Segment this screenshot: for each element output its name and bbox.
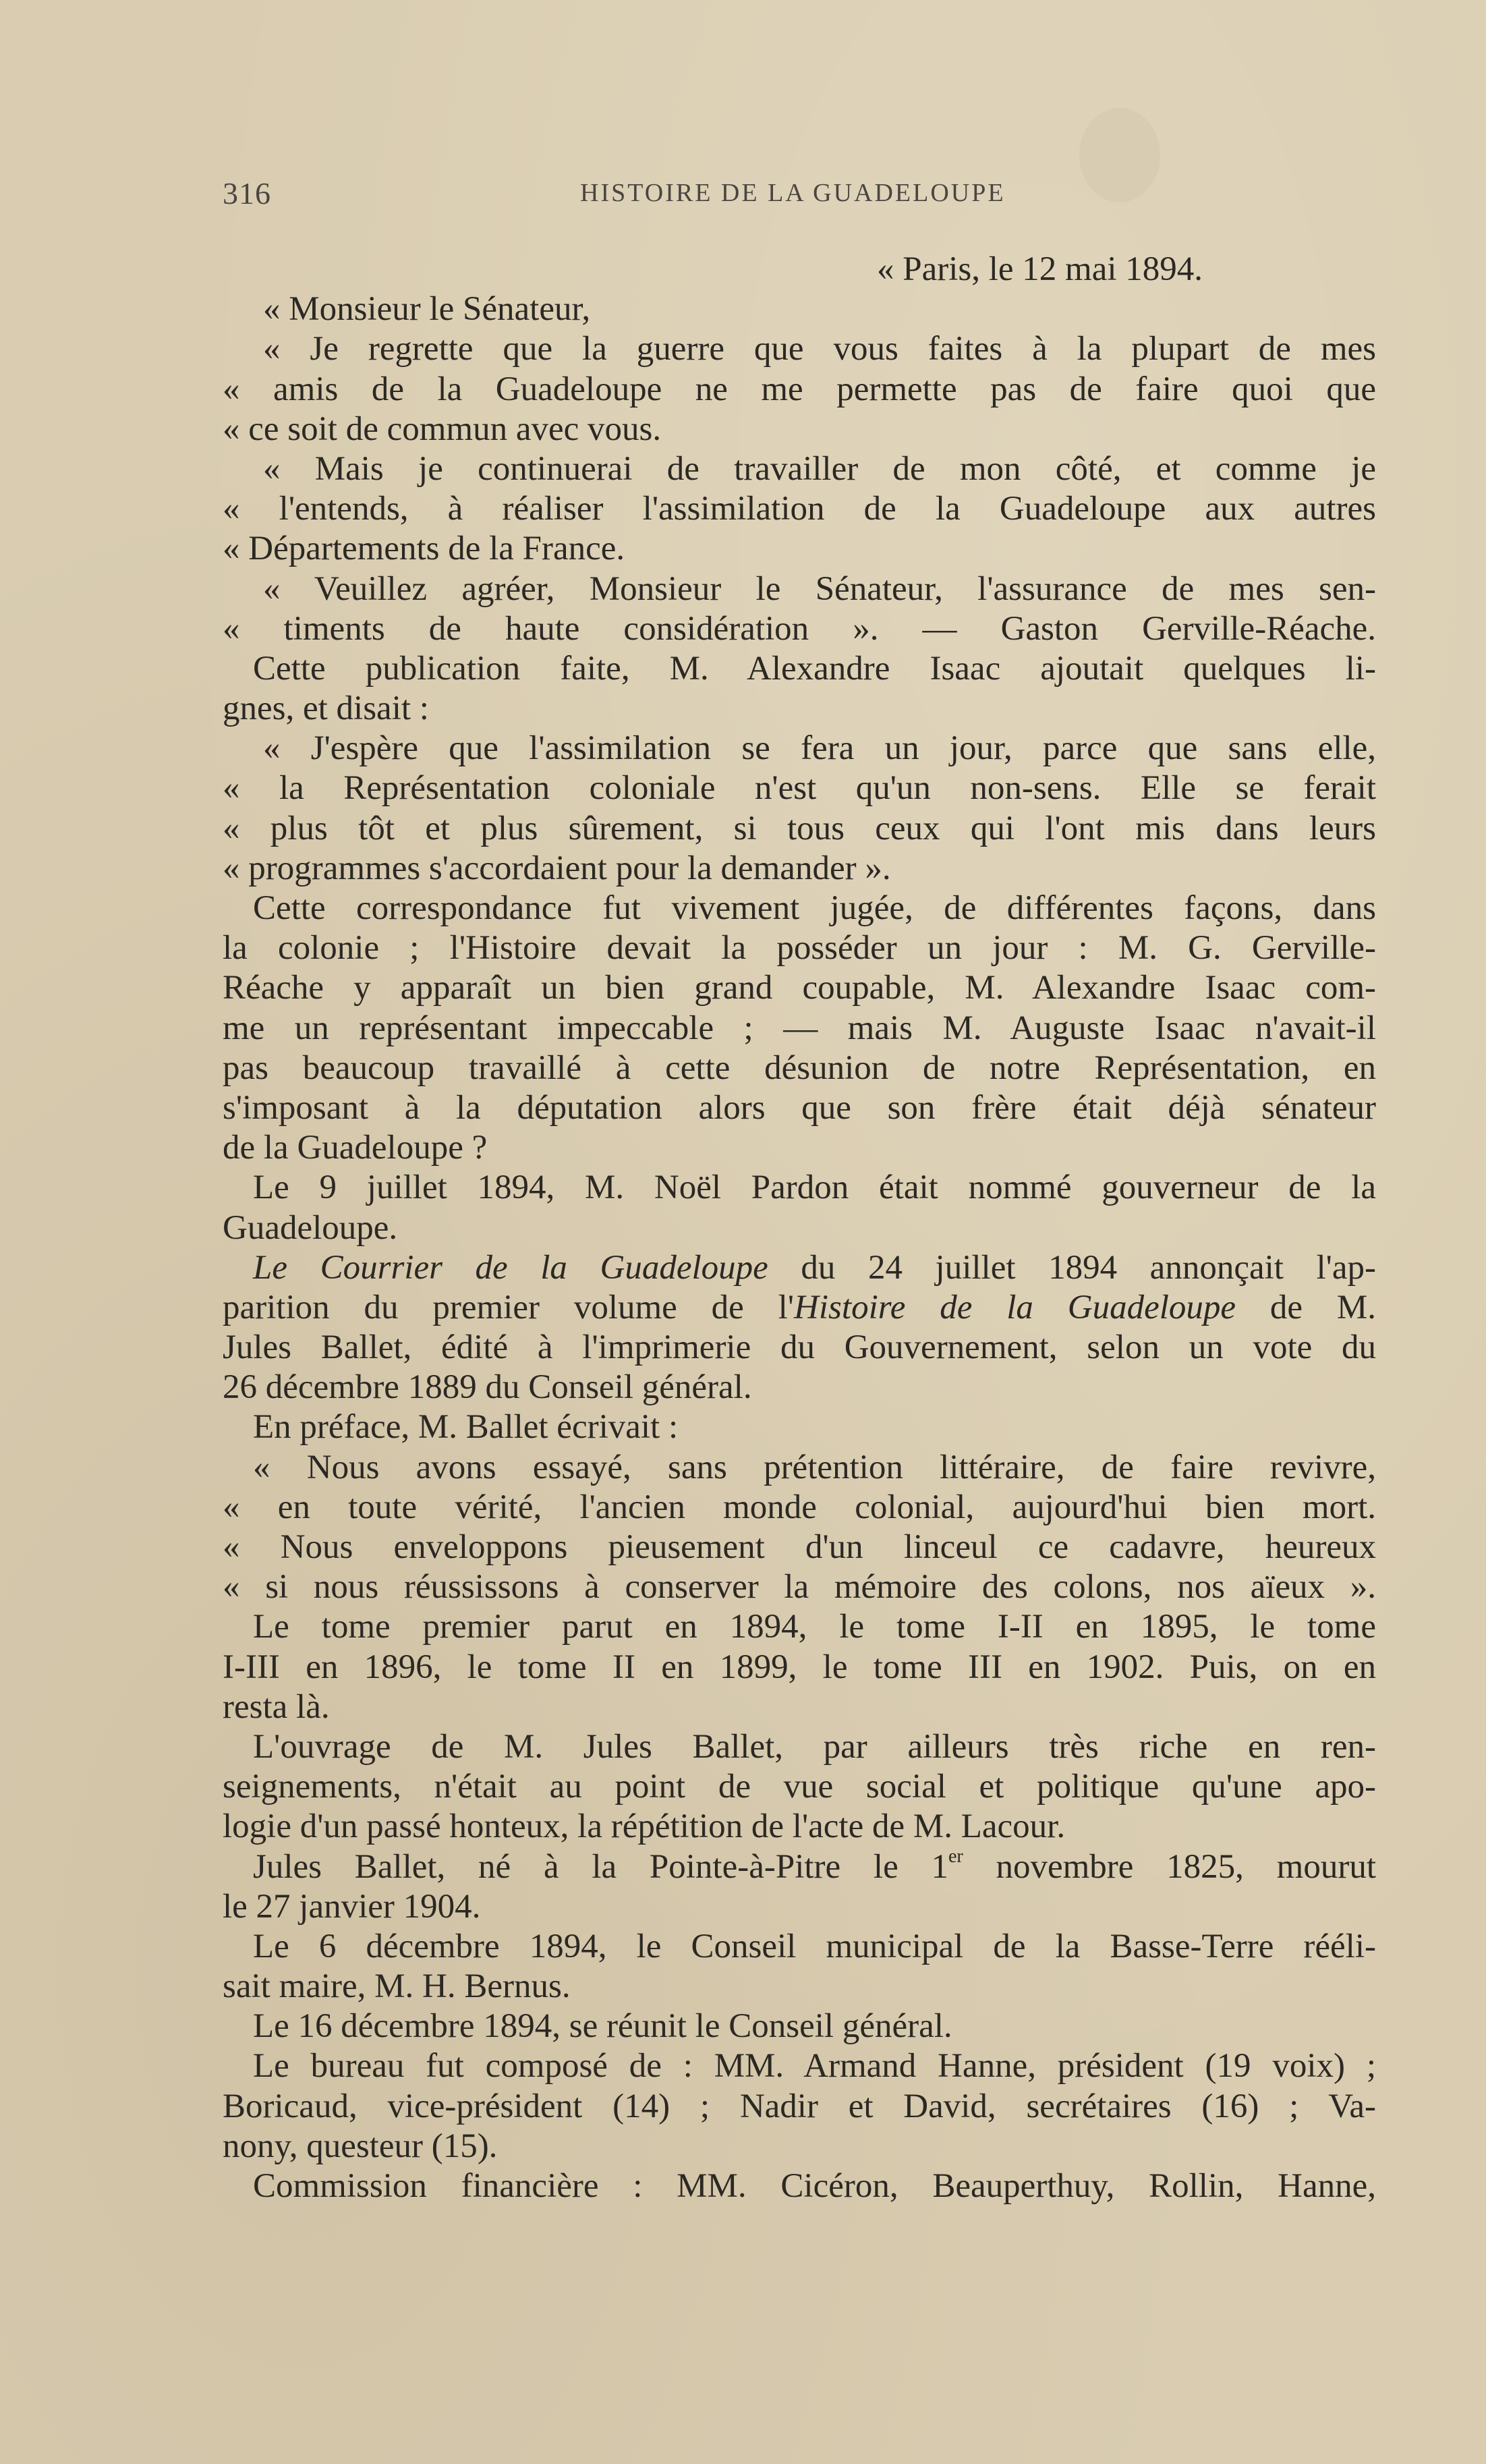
text-line: de la Guadeloupe ?	[223, 1129, 488, 1167]
text-line: sait maire, M. H. Bernus.	[223, 1967, 571, 2006]
page-number: 316	[223, 176, 271, 211]
text-line: « Veuillez agréer, Monsieur le Sénateur, l'assurance de mes sen-	[263, 569, 1376, 608]
text-line-with-italic: parition du premier volume de l'Histoire de la Guadeloupe de M.	[223, 1288, 1376, 1326]
text-line: En préface, M. Ballet écrivait :	[253, 1408, 679, 1447]
text-line: Le 16 décembre 1894, se réunit le Conseil général.	[253, 2007, 952, 2046]
text-line: la colonie ; l'Histoire devait la posséder un jour : M. G. Gerville-	[223, 929, 1376, 968]
newspaper-title: Le Courrier de la Guadeloupe	[253, 1248, 768, 1287]
text-line: « Départements de la France.	[223, 530, 625, 568]
text-line: I-III en 1896, le tome II en 1899, le tome III en 1902. Puis, on en	[223, 1648, 1376, 1686]
letter-signature-line: « timents de haute considération ». — Gaston Gerville-Réache.	[223, 609, 1376, 648]
text-line-with-italic: Le Courrier de la Guadeloupe du 24 juillet 1894 annonçait l'ap-	[253, 1248, 1376, 1287]
text-line: Cette publication faite, M. Alexandre Isaac ajoutait quelques li-	[253, 649, 1376, 688]
letter-salutation: « Monsieur le Sénateur,	[263, 290, 591, 329]
text-line: « la Représentation coloniale n'est qu'un non-sens. Elle se ferait	[223, 769, 1376, 808]
text-line: « amis de la Guadeloupe ne me permette pas de faire quoi que	[223, 370, 1376, 408]
letter-dateline: « Paris, le 12 mai 1894.	[877, 250, 1203, 288]
text-line: « Mais je continuerai de travailler de mon côté, et comme je	[263, 449, 1376, 488]
text-line: gnes, et disait :	[223, 690, 429, 728]
text-line: seignements, n'était au point de vue social et politique qu'une apo-	[223, 1768, 1376, 1806]
text-line: Jules Ballet, édité à l'imprimerie du Gouvernement, selon un vote du	[223, 1328, 1376, 1367]
text-line: logie d'un passé honteux, la répétition de l'acte de M. Lacour.	[223, 1808, 1066, 1846]
text-line-with-ordinal: Jules Ballet, né à la Pointe-à-Pitre le 1er novembre 1825, mourut	[253, 1847, 1376, 1886]
text-line: « ce soit de commun avec vous.	[223, 410, 662, 448]
text-line: « programmes s'accordaient pour la demander ».	[223, 849, 891, 887]
text-line: « Nous avons essayé, sans prétention littéraire, de faire revivre,	[253, 1448, 1376, 1486]
text-line: « J'espère que l'assimilation se fera un jour, parce que sans elle,	[263, 729, 1376, 768]
book-title: Histoire de la Guadeloupe	[794, 1288, 1236, 1326]
text-line: « plus tôt et plus sûrement, si tous ceux qui l'ont mis dans leurs	[223, 809, 1376, 847]
text-line: 26 décembre 1889 du Conseil général.	[223, 1368, 752, 1407]
text-line: s'imposant à la députation alors que son frère était déjà sénateur	[223, 1088, 1376, 1127]
text-line: « Nous enveloppons pieusement d'un linceul ce cadavre, heureux	[223, 1528, 1376, 1566]
text-line: Guadeloupe.	[223, 1208, 398, 1247]
text-line: Commission financière : MM. Cicéron, Beauperthuy, Rollin, Hanne,	[253, 2167, 1376, 2205]
text-line: Le bureau fut composé de : MM. Armand Hanne, président (19 voix) ;	[253, 2047, 1376, 2085]
text-line: resta là.	[223, 1687, 330, 1726]
text-line: « l'entends, à réaliser l'assimilation de la Guadeloupe aux autres	[223, 490, 1376, 528]
text-line: « si nous réussissons à conserver la mémoire des colons, nos aïeux ».	[223, 1568, 1376, 1606]
text-line: nony, questeur (15).	[223, 2127, 498, 2165]
text-line: Boricaud, vice-président (14) ; Nadir et David, secrétaires (16) ; Va-	[223, 2087, 1376, 2125]
text-line: « Je regrette que la guerre que vous faites à la plupart de mes	[263, 330, 1376, 368]
text-line: Le 6 décembre 1894, le Conseil municipal de la Basse-Terre rééli-	[253, 1927, 1376, 1965]
text-line: Réache y apparaît un bien grand coupable, M. Alexandre Isaac com-	[223, 969, 1376, 1007]
text-line: me un représentant impeccable ; — mais M. Auguste Isaac n'avait-il	[223, 1009, 1376, 1047]
text-line: L'ouvrage de M. Jules Ballet, par ailleurs très riche en ren-	[253, 1727, 1376, 1766]
page-header	[223, 175, 1140, 223]
text-line: Le tome premier parut en 1894, le tome I-II en 1895, le tome	[253, 1608, 1376, 1646]
running-title: HISTOIRE DE LA GUADELOUPE	[580, 179, 1006, 207]
body-text	[223, 250, 1376, 2206]
text-line: « en toute vérité, l'ancien monde colonial, aujourd'hui bien mort.	[223, 1488, 1376, 1526]
text-line: Cette correspondance fut vivement jugée, de différentes façons, dans	[253, 889, 1376, 927]
text-line: le 27 janvier 1904.	[223, 1887, 481, 1926]
text-line: Le 9 juillet 1894, M. Noël Pardon était nommé gouverneur de la	[253, 1169, 1376, 1207]
text-line: pas beaucoup travaillé à cette désunion de notre Représentation, en	[223, 1048, 1376, 1087]
